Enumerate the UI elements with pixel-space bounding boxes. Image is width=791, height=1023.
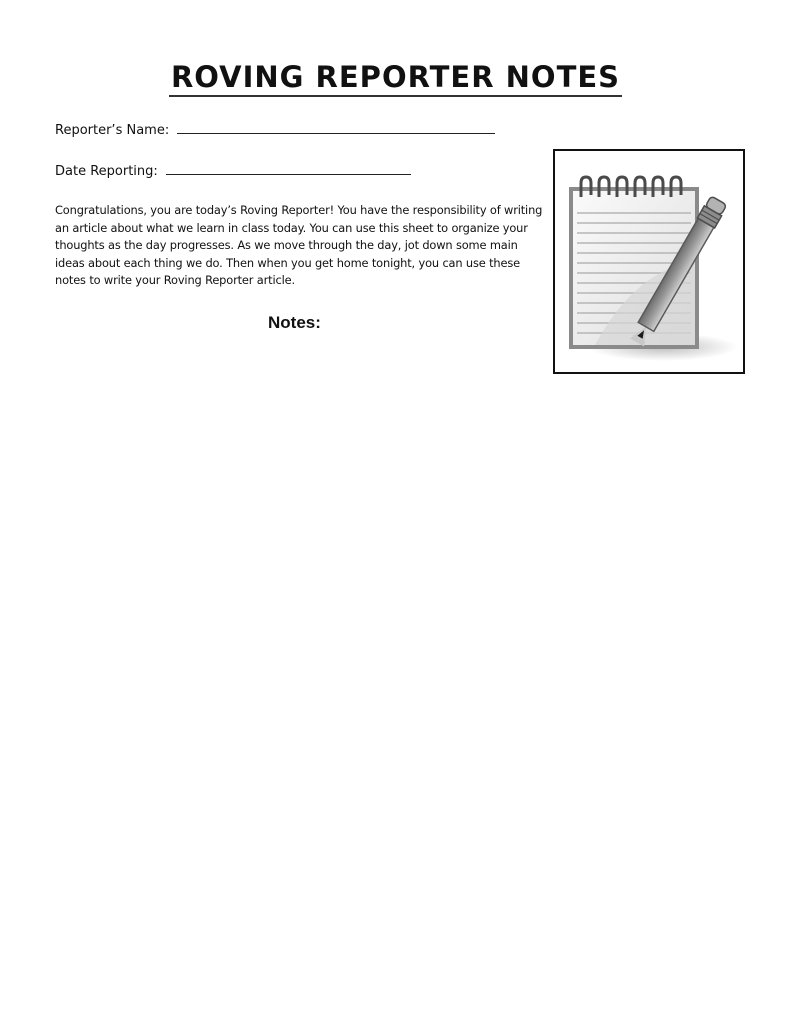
reporter-name-blank-line [177,121,495,134]
reporter-name-field [55,121,495,138]
date-reporting-field [55,162,411,179]
notepad-illustration-frame [553,149,745,374]
intro-paragraph: Congratulations, you are today’s Roving Reporter! You have the responsibility of writing an article about what we learn in class today. You can use this sheet to organize your thoughts as the day progresses. As we move through the day, jot down some main ideas about each thing we do. Then when you get home tonight, you can use these notes to write your Roving Reporter article. [55,203,543,288]
page-title-container [0,60,791,97]
notes-heading: Notes: [268,313,321,332]
notepad-pencil-icon [555,151,743,372]
date-reporting-blank-line [166,162,411,175]
page-title: ROVING REPORTER NOTES [169,60,622,97]
reporter-name-label: Reporter’s Name: [55,123,170,138]
date-reporting-label: Date Reporting: [55,164,158,179]
